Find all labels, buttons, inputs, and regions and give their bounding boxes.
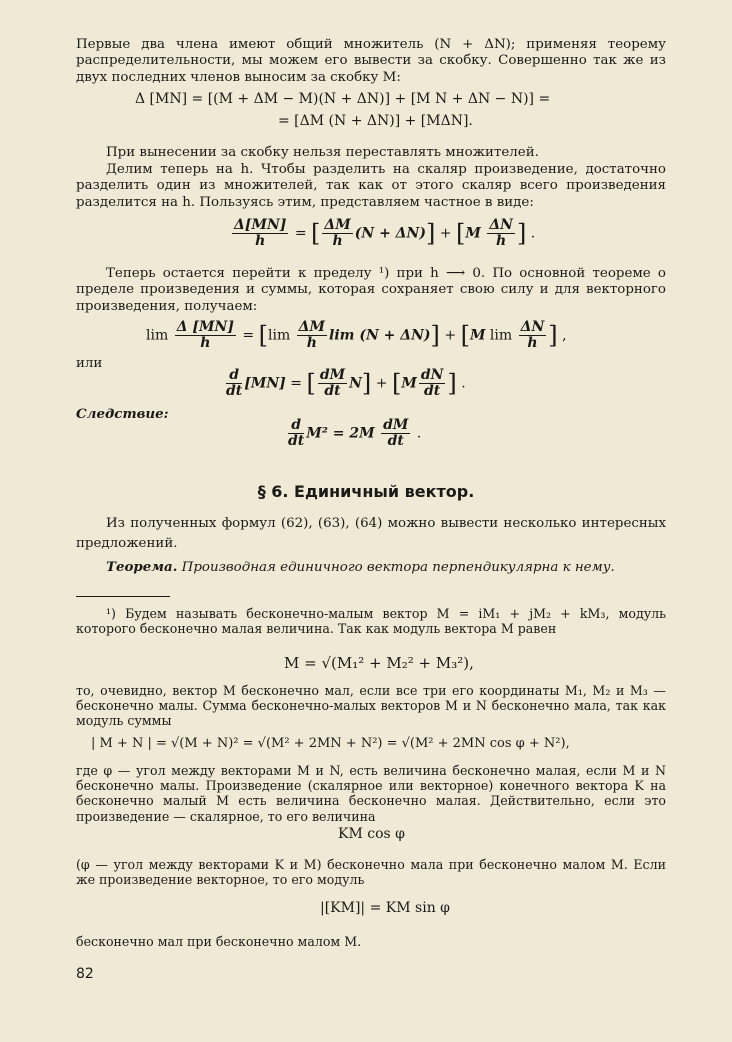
paragraph-no-swap: При вынесении за скобку нельзя переставлять множителей. (106, 145, 539, 160)
eq2-term2-numerator: ΔN (489, 217, 513, 233)
theorem-text: Производная единичного вектора перпендикулярна к нему. (181, 560, 615, 575)
eq2-lhs-denominator: h (255, 233, 266, 249)
page-number: 82 (76, 966, 94, 982)
theorem-label: Теорема. (106, 559, 178, 575)
footnote-2: то, очевидно, вектор M бесконечно мал, если все три его координаты M₁, M₂ и M₃ — бесконечно малы. Сумма бесконечно-малых векторов M и N бесконечно мала, так как модуль суммы (76, 683, 666, 729)
eq3-denominator: h (200, 335, 211, 351)
eq2-term1-denominator: h (332, 233, 343, 249)
equation-1-line-1: Δ [MN] = [(M + ΔM − M)(N + ΔN)] + [M N + ΔN − N)] = (135, 91, 551, 107)
footnote-4: (φ — угол между векторами K и M) бесконечно мала при бесконечно малом M. Если же произведение векторное, то его модуль (76, 857, 666, 888)
theorem (76, 558, 666, 577)
label-corollary: Следствие: (76, 406, 169, 422)
paragraph-intro: Первые два члена имеют общий множитель (N + ΔN); применяя теорему распределительности, мы можем его вывести за скобку. Совершенно так же из двух последних членов выносим за скобку M: (76, 37, 666, 85)
footnote-equation-sum: | M + N | = √(M + N)² = √(M² + 2MN + N²) = √(M² + 2MN cos φ + N²), (91, 736, 570, 751)
section-heading: § 6. Единичный вектор. (257, 482, 475, 501)
eq4-lhs: [MN] (244, 375, 286, 392)
equation-2: $\frac{\Delta[MN]}{h}$ = [ $\frac{\Delta M}{h}$ (N + ΔN)] + [M $\frac{\Delta N}{h}$ ] . (234, 217, 536, 249)
footnote-3: где φ — угол между векторами M и N, есть величина бесконечно малая, если M и N бесконечно малы. Произведение (скалярное или векторное) конечного вектора K на бесконечно малый M есть величина бесконечно малая. Действительно, если это произведение — скалярное, то его величина (76, 763, 666, 824)
paragraph-limit: Теперь остается перейти к пределу ¹) при h ⟶ 0. По основной теореме о пределе произведения и суммы, которая сохраняет свою силу и для векторного произведения, получаем: (76, 266, 666, 314)
footnote-equation-vector: |[KM]| = KM sin φ (320, 900, 450, 916)
footnote-equation-scalar: KM cos φ (338, 826, 405, 842)
eq2-term1-numerator: ΔM (324, 217, 351, 233)
equation-5: $\frac{d}{dt}$ M² = 2M $\frac{dM}{dt}$ . (288, 417, 422, 449)
footnote-1: ¹) Будем называть бесконечно-малым вектор M = iM₁ + jM₂ + kM₃, модуль которого бесконечно малая величина. Так как модуль вектора M равен (76, 606, 666, 637)
eq2-lhs-numerator: Δ[MN] (234, 217, 287, 233)
eq3-middle: lim (N + ΔN) (329, 327, 431, 344)
equation-4: $\frac{d}{dt}$ [MN] = [ $\frac{dM}{dt}$ N] + [M $\frac{dN}{dt}$ ] . (226, 367, 466, 399)
footnote-5: бесконечно мал при бесконечно малом M. (76, 934, 362, 949)
paragraph-section-intro: Из полученных формул (62), (63), (64) можно вывести несколько интересных предложений. (76, 516, 666, 551)
eq2-term1-tail: (N + ΔN) (354, 225, 426, 242)
equation-1-line-2: = [ΔM (N + ΔN)] + [MΔN]. (278, 113, 473, 129)
footnote-divider (76, 596, 170, 597)
eq5-rhs: M² = 2M (306, 425, 375, 442)
label-or: или (76, 356, 103, 371)
eq3-numerator: Δ [MN] (176, 319, 234, 335)
footnote-equation-modulus: M = √(M₁² + M₂² + M₃²), (284, 654, 474, 672)
equation-3: lim $\frac{\Delta [MN]}{h}$ = [lim $\frac{\Delta M}{h}$ lim (N + ΔN)] + [M lim $\frac{\Delta N}{h}$ ] , (146, 319, 567, 351)
paragraph-divide: Делим теперь на h. Чтобы разделить на скаляр произведение, достаточно разделить один из множителей, так как от этого скаляр всего произведения разделится на h. Пользуясь этим, представляем частное в виде: (76, 162, 666, 210)
eq2-term2-denominator: h (496, 233, 507, 249)
